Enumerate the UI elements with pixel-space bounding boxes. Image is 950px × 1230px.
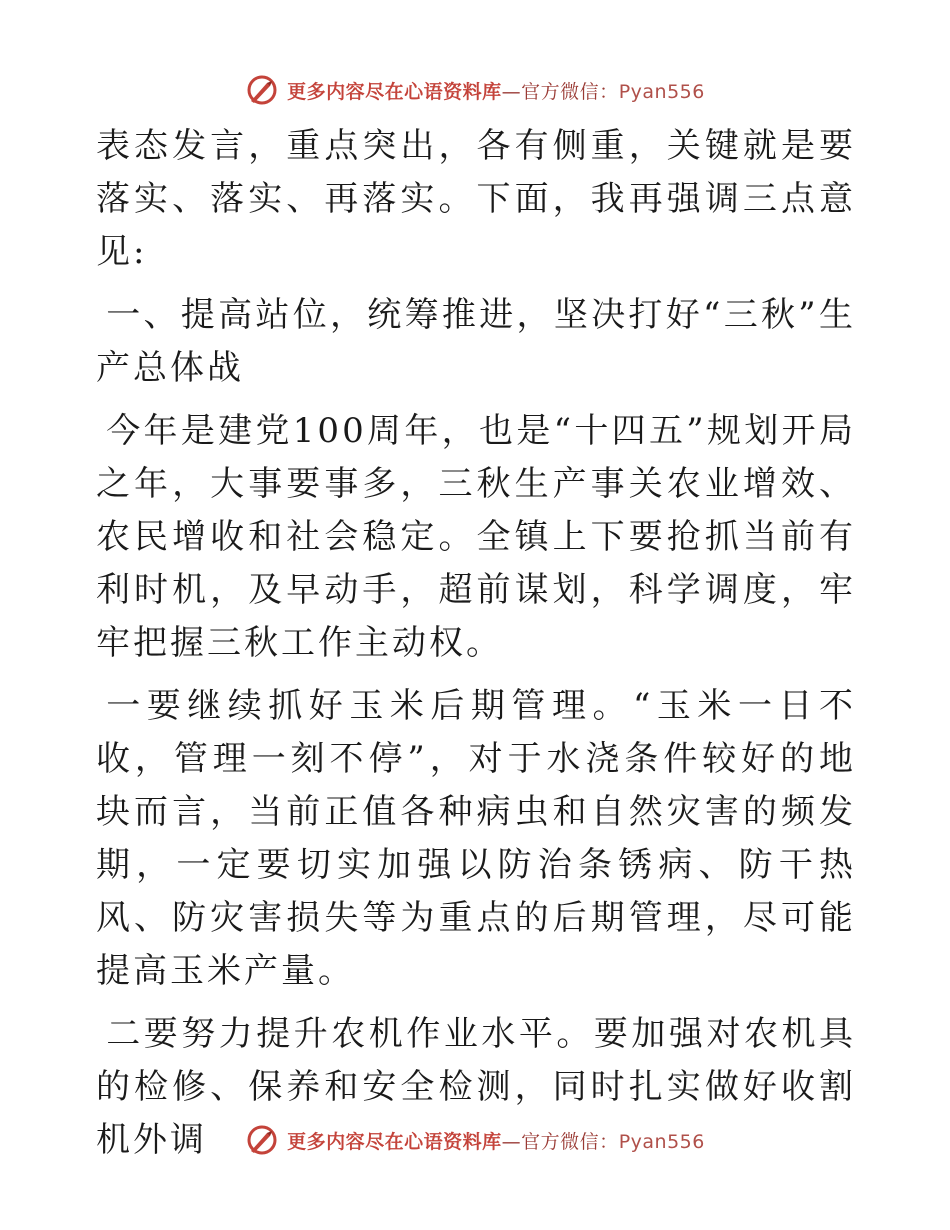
quill-logo-icon (245, 1123, 279, 1157)
document-body (96, 120, 856, 1167)
header-site-name: 更多内容尽在心语资料库 (287, 80, 502, 103)
header-watermark (0, 70, 950, 110)
paragraph-overview: 今年是建党100周年，也是“十四五”规划开局之年，大事要事多，三秋生产事关农业增效、农民增收和社会稳定。全镇上下要抢抓当前有利时机，及早动手，超前谋划，科学调度，牢牢把握三秋工作主动权。 (96, 411, 856, 663)
header-text (287, 77, 705, 104)
footer-watermark (0, 1120, 950, 1160)
paragraph-intro: 表态发言，重点突出，各有侧重，关键就是要落实、落实、再落实。下面，我再强调三点意见: (96, 126, 856, 272)
quill-logo-icon (245, 73, 279, 107)
header-wechat-id: Pyan556 (618, 80, 705, 103)
paragraph-machinery: 二要努力提升农机作业水平。要加强对农机具的检修、保养和安全检测，同时扎实做好收割机外调 (96, 1014, 856, 1160)
footer-site-name: 更多内容尽在心语资料库 (287, 1130, 502, 1153)
section-heading-one: 一、提高站位，统筹推进，坚决打好“三秋”生产总体战 (96, 295, 856, 388)
footer-separator: — (501, 1130, 522, 1153)
header-wechat-label: 官方微信： (521, 80, 619, 103)
footer-wechat-id: Pyan556 (618, 1130, 705, 1153)
footer-wechat-label: 官方微信： (521, 1130, 619, 1153)
header-separator: — (501, 80, 522, 103)
paragraph-corn-management: 一要继续抓好玉米后期管理。“玉米一日不收，管理一刻不停”，对于水浇条件较好的地块而言，当前正值各种病虫和自然灾害的频发期，一定要切实加强以防治条锈病、防干热风、防灾害损失等为重点的后期管理，尽可能提高玉米产量。 (96, 686, 856, 991)
footer-text (287, 1127, 705, 1154)
